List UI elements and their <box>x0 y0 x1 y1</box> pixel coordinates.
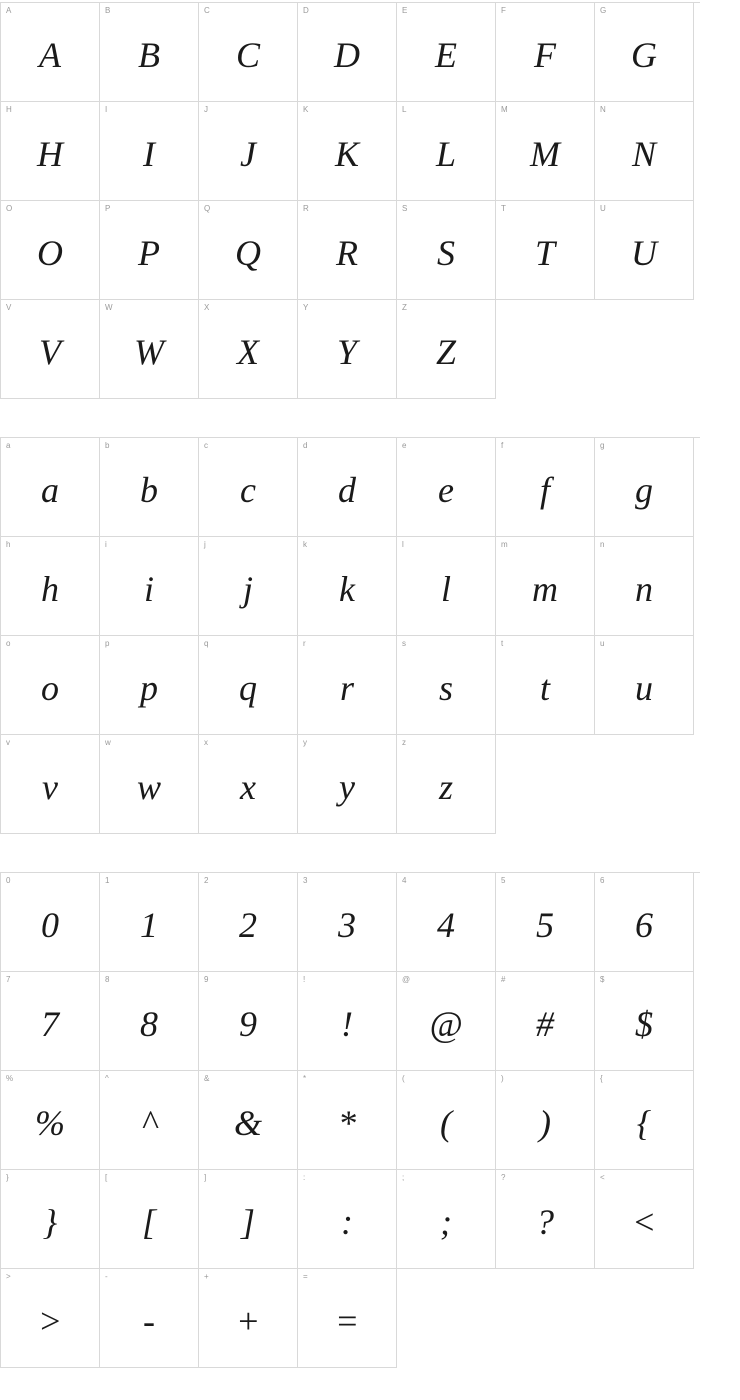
glyph-cell-code: g <box>600 441 605 450</box>
glyph-cell-character: c <box>240 470 256 510</box>
glyph-cell <box>298 438 397 537</box>
glyph-cell-code: L <box>402 105 407 114</box>
glyph-cell-code: 1 <box>105 876 110 885</box>
glyph-cell-code: C <box>204 6 210 15</box>
glyph-cell-character: % <box>35 1103 65 1143</box>
glyph-cell-character: Y <box>336 332 358 372</box>
glyph-cell <box>298 102 397 201</box>
glyph-cell <box>298 300 397 399</box>
glyph-cell <box>496 972 595 1071</box>
glyph-cell <box>199 972 298 1071</box>
glyph-cell-character: 1 <box>140 905 158 945</box>
glyph-cell <box>496 873 595 972</box>
glyph-cell-character: Z <box>435 332 457 372</box>
glyph-cell-code: } <box>6 1173 9 1182</box>
glyph-cell-code: K <box>303 105 309 114</box>
glyph-cell-character: { <box>636 1103 652 1143</box>
glyph-cell-code: f <box>501 441 504 450</box>
glyph-cell <box>1 972 100 1071</box>
glyph-cell-character: X <box>237 332 259 372</box>
glyph-cell-code: - <box>105 1272 108 1281</box>
glyph-cell <box>100 537 199 636</box>
glyph-cell-code: & <box>204 1074 210 1083</box>
glyph-cell-code: 5 <box>501 876 506 885</box>
glyph-cell-code: D <box>303 6 309 15</box>
glyph-cell-character: I <box>143 134 155 174</box>
glyph-cell-character: r <box>339 668 354 708</box>
glyph-cell-code: b <box>105 441 110 450</box>
glyph-cell-character: > <box>37 1301 63 1341</box>
glyph-cell-character: ] <box>240 1202 255 1242</box>
glyph-cell <box>100 1170 199 1269</box>
glyph-cell-character: S <box>437 233 455 273</box>
glyph-cell-code: d <box>303 441 308 450</box>
glyph-cell <box>1 1170 100 1269</box>
glyph-cell-character: q <box>239 668 257 708</box>
glyph-cell <box>397 735 496 834</box>
glyph-cell-character: h <box>41 569 59 609</box>
glyph-cell-code: ? <box>501 1173 506 1182</box>
glyph-cell-code: Z <box>402 303 408 312</box>
glyph-cell-character: 5 <box>536 905 554 945</box>
glyph-cell-character: v <box>42 767 58 807</box>
glyph-cell <box>1 735 100 834</box>
glyph-cell-character: M <box>530 134 560 174</box>
glyph-cell-character: z <box>438 767 453 807</box>
glyph-cell-code: e <box>402 441 407 450</box>
glyph-cell-character: m <box>532 569 558 609</box>
glyph-cell-character: D <box>334 35 360 75</box>
glyph-cell <box>100 735 199 834</box>
glyph-cell-code: 4 <box>402 876 407 885</box>
glyph-cell-code: l <box>402 540 404 549</box>
glyph-cell-code: B <box>105 6 111 15</box>
glyph-cell-code: k <box>303 540 308 549</box>
glyph-cell-character: ( <box>440 1103 452 1143</box>
glyph-cell <box>496 1170 595 1269</box>
glyph-cell-code: J <box>204 105 209 114</box>
glyph-cell <box>1 537 100 636</box>
glyph-cell-character: N <box>631 134 656 174</box>
glyph-cell-code: H <box>6 105 12 114</box>
glyph-cell-character: P <box>138 233 160 273</box>
glyph-cell-code: j <box>204 540 206 549</box>
glyph-cell-character: < <box>631 1202 657 1242</box>
glyph-cell <box>496 3 595 102</box>
glyph-cell-character: # <box>536 1004 554 1044</box>
glyph-cell-code: F <box>501 6 507 15</box>
glyph-cell-character: 0 <box>41 905 59 945</box>
glyph-cell-code: v <box>6 738 11 747</box>
glyph-cell-character: L <box>435 134 457 174</box>
glyph-cell <box>100 636 199 735</box>
glyph-cell-character: o <box>41 668 59 708</box>
glyph-cell-code: = <box>303 1272 308 1281</box>
glyph-cell-code: A <box>6 6 12 15</box>
glyph-cell <box>199 102 298 201</box>
glyph-cell-character: 7 <box>41 1004 59 1044</box>
glyph-cell-character: 6 <box>635 905 653 945</box>
glyph-cell-character: f <box>539 470 550 510</box>
glyph-cell-character: } <box>42 1202 58 1242</box>
glyph-cell-code: X <box>204 303 210 312</box>
glyph-cell-character: 8 <box>140 1004 158 1044</box>
glyph-cell <box>1 1071 100 1170</box>
glyph-cell-code: t <box>501 639 504 648</box>
glyph-cell <box>100 873 199 972</box>
glyph-grid-lowercase <box>0 437 700 834</box>
glyph-cell-character: i <box>143 569 154 609</box>
glyph-grid-symbols <box>0 872 700 1368</box>
glyph-cell <box>298 636 397 735</box>
glyph-cell-character: j <box>242 569 253 609</box>
glyph-cell-code: > <box>6 1272 11 1281</box>
glyph-cell-code: N <box>600 105 606 114</box>
glyph-cell-code: q <box>204 639 209 648</box>
glyph-cell-code: x <box>204 738 209 747</box>
glyph-cell-code: o <box>6 639 11 648</box>
glyph-cell-code: ^ <box>105 1074 109 1083</box>
glyph-grid-uppercase <box>0 2 700 399</box>
glyph-cell <box>100 1071 199 1170</box>
glyph-cell <box>199 3 298 102</box>
glyph-cell-code: S <box>402 204 408 213</box>
glyph-cell <box>595 537 694 636</box>
glyph-cell <box>100 201 199 300</box>
glyph-cell <box>298 972 397 1071</box>
glyph-cell-character: p <box>140 668 158 708</box>
glyph-cell-code: % <box>6 1074 14 1083</box>
glyph-cell-code: 6 <box>600 876 605 885</box>
glyph-cell <box>595 438 694 537</box>
glyph-cell <box>1 873 100 972</box>
glyph-cell <box>199 873 298 972</box>
glyph-cell <box>1 438 100 537</box>
glyph-cell-character: * <box>338 1103 356 1143</box>
glyph-cell-character: w <box>136 767 161 807</box>
glyph-cell-character: g <box>635 470 653 510</box>
glyph-cell <box>298 1269 397 1368</box>
glyph-cell-code: 9 <box>204 975 209 984</box>
glyph-cell-character: x <box>240 767 256 807</box>
glyph-cell-character: G <box>631 35 657 75</box>
glyph-cell-character: [ <box>141 1202 156 1242</box>
glyph-cell <box>199 201 298 300</box>
glyph-cell <box>1 201 100 300</box>
glyph-cell <box>100 300 199 399</box>
glyph-cell-character: V <box>39 332 61 372</box>
glyph-cell-character: 4 <box>437 905 455 945</box>
glyph-cell-character: l <box>440 569 451 609</box>
glyph-cell-code: * <box>303 1074 307 1083</box>
glyph-cell-code: U <box>600 204 606 213</box>
glyph-cell-code: G <box>600 6 607 15</box>
glyph-cell-code: E <box>402 6 408 15</box>
glyph-cell-character: E <box>435 35 457 75</box>
glyph-cell <box>496 438 595 537</box>
glyph-cell-character: ? <box>536 1202 554 1242</box>
glyph-cell <box>496 201 595 300</box>
glyph-cell-code: < <box>600 1173 605 1182</box>
glyph-cell <box>100 972 199 1071</box>
glyph-cell-code: 3 <box>303 876 308 885</box>
glyph-cell-character: C <box>235 35 260 75</box>
glyph-cell-character: = <box>334 1301 360 1341</box>
glyph-cell-code: { <box>600 1074 603 1083</box>
glyph-cell-code: p <box>105 639 110 648</box>
glyph-cell-character: $ <box>635 1004 653 1044</box>
glyph-cell <box>397 300 496 399</box>
glyph-cell <box>1 3 100 102</box>
glyph-cell-character: t <box>539 668 550 708</box>
glyph-cell <box>397 201 496 300</box>
glyph-cell <box>1 300 100 399</box>
glyph-cell <box>496 1071 595 1170</box>
glyph-cell-code: r <box>303 639 306 648</box>
glyph-cell-character: b <box>140 470 158 510</box>
glyph-cell <box>595 102 694 201</box>
glyph-cell <box>397 873 496 972</box>
glyph-cell-code: z <box>402 738 407 747</box>
glyph-cell-character: 3 <box>338 905 356 945</box>
glyph-cell-character: ^ <box>141 1103 157 1143</box>
glyph-cell-code: a <box>6 441 11 450</box>
glyph-cell <box>298 1071 397 1170</box>
glyph-cell-character: + <box>235 1301 261 1341</box>
glyph-cell <box>397 1170 496 1269</box>
glyph-cell-character: O <box>37 233 63 273</box>
glyph-cell-character: Q <box>235 233 261 273</box>
glyph-cell <box>397 102 496 201</box>
glyph-cell <box>595 1071 694 1170</box>
glyph-cell-character: H <box>37 134 63 174</box>
glyph-cell-code: # <box>501 975 506 984</box>
glyph-cell-code: 2 <box>204 876 209 885</box>
glyph-cell-code: Y <box>303 303 309 312</box>
glyph-cell-code: R <box>303 204 309 213</box>
glyph-cell <box>199 438 298 537</box>
section-spacer-1 <box>0 399 740 437</box>
glyph-cell <box>298 201 397 300</box>
glyph-cell-code: W <box>105 303 113 312</box>
glyph-cell-code: O <box>6 204 13 213</box>
glyph-cell-character: n <box>635 569 653 609</box>
glyph-cell <box>397 3 496 102</box>
glyph-cell-code: Q <box>204 204 211 213</box>
glyph-cell <box>199 735 298 834</box>
glyph-cell <box>199 300 298 399</box>
glyph-cell-code: + <box>204 1272 209 1281</box>
glyph-cell-character: @ <box>429 1004 463 1044</box>
glyph-cell-code: u <box>600 639 605 648</box>
glyph-cell-character: F <box>534 35 556 75</box>
glyph-cell <box>496 636 595 735</box>
glyph-cell-character: : <box>341 1202 353 1242</box>
glyph-cell <box>595 3 694 102</box>
glyph-cell <box>199 636 298 735</box>
glyph-cell-character: B <box>138 35 160 75</box>
glyph-cell-character: e <box>438 470 454 510</box>
glyph-cell <box>100 3 199 102</box>
glyph-cell <box>397 636 496 735</box>
glyph-cell-character: y <box>339 767 355 807</box>
glyph-cell <box>100 438 199 537</box>
glyph-cell-code: i <box>105 540 107 549</box>
glyph-cell-character: 9 <box>239 1004 257 1044</box>
glyph-cell-code: s <box>402 639 407 648</box>
glyph-cell-code: $ <box>600 975 605 984</box>
glyph-cell-code: 8 <box>105 975 110 984</box>
glyph-cell-character: A <box>39 35 61 75</box>
glyph-cell-character: & <box>233 1103 262 1143</box>
glyph-cell <box>100 1269 199 1368</box>
glyph-cell-character: K <box>334 134 359 174</box>
glyph-cell <box>595 972 694 1071</box>
glyph-cell-code: M <box>501 105 508 114</box>
glyph-cell <box>298 537 397 636</box>
glyph-cell-character: k <box>339 569 355 609</box>
glyph-cell-character: U <box>631 233 657 273</box>
glyph-cell <box>397 438 496 537</box>
glyph-cell <box>496 537 595 636</box>
glyph-cell-code: @ <box>402 975 411 984</box>
glyph-cell <box>397 1071 496 1170</box>
glyph-cell-character: d <box>338 470 356 510</box>
section-uppercase-letters <box>0 2 740 399</box>
glyph-cell <box>298 3 397 102</box>
glyph-cell <box>199 1071 298 1170</box>
glyph-cell <box>397 972 496 1071</box>
glyph-cell-code: y <box>303 738 308 747</box>
section-spacer-2 <box>0 834 740 872</box>
glyph-cell-code: ( <box>402 1074 405 1083</box>
glyph-cell-code: [ <box>105 1173 108 1182</box>
glyph-cell <box>199 1269 298 1368</box>
glyph-cell-character: R <box>336 233 358 273</box>
glyph-cell-character: 2 <box>239 905 257 945</box>
glyph-cell-code: T <box>501 204 507 213</box>
glyph-cell-character: T <box>534 233 556 273</box>
glyph-cell <box>1 1269 100 1368</box>
glyph-cell-character: ; <box>440 1202 452 1242</box>
glyph-cell-code: P <box>105 204 111 213</box>
glyph-cell-code: : <box>303 1173 306 1182</box>
glyph-cell <box>199 1170 298 1269</box>
glyph-cell-character: ! <box>341 1004 353 1044</box>
glyph-cell-code: 7 <box>6 975 11 984</box>
glyph-cell <box>199 537 298 636</box>
glyph-cell-character: ) <box>539 1103 551 1143</box>
glyph-cell-character: W <box>134 332 164 372</box>
glyph-cell-code: c <box>204 441 209 450</box>
glyph-cell-code: w <box>105 738 111 747</box>
glyph-cell-code: ; <box>402 1173 405 1182</box>
glyph-cell-character: u <box>635 668 653 708</box>
glyph-cell-code: ) <box>501 1074 504 1083</box>
glyph-cell-code: ! <box>303 975 306 984</box>
glyph-cell-character: a <box>41 470 59 510</box>
glyph-cell <box>1 102 100 201</box>
glyph-cell-character: - <box>143 1301 155 1341</box>
glyph-cell <box>298 1170 397 1269</box>
glyph-cell <box>100 102 199 201</box>
glyph-cell-character: s <box>438 668 453 708</box>
glyph-cell-code: m <box>501 540 508 549</box>
glyph-cell-code: n <box>600 540 605 549</box>
glyph-cell <box>1 636 100 735</box>
section-digits-and-symbols <box>0 872 740 1368</box>
glyph-cell <box>496 102 595 201</box>
glyph-cell-code: ] <box>204 1173 207 1182</box>
glyph-cell-code: V <box>6 303 12 312</box>
glyph-cell <box>595 636 694 735</box>
glyph-cell-code: I <box>105 105 108 114</box>
glyph-cell <box>298 873 397 972</box>
glyph-cell <box>397 537 496 636</box>
glyph-cell <box>298 735 397 834</box>
section-lowercase-letters <box>0 437 740 834</box>
glyph-cell <box>595 1170 694 1269</box>
glyph-cell-character: J <box>240 134 256 174</box>
glyph-cell <box>595 201 694 300</box>
glyph-cell-code: 0 <box>6 876 11 885</box>
glyph-cell-code: h <box>6 540 11 549</box>
glyph-cell <box>595 873 694 972</box>
